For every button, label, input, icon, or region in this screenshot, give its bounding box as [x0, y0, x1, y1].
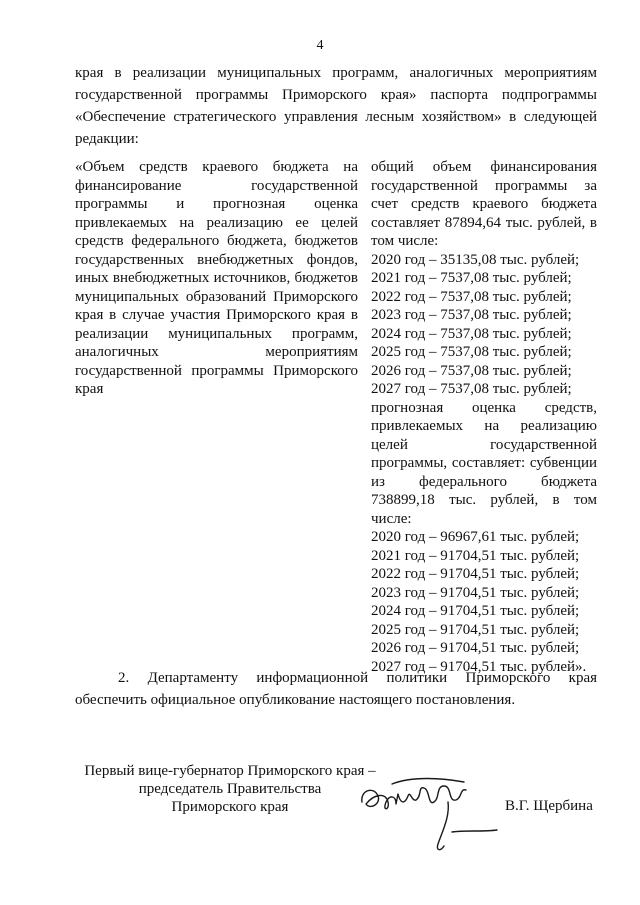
signature-block	[75, 762, 385, 816]
federal-year-line: 2022 год – 91704,51 тыс. рублей;	[371, 566, 580, 582]
federal-year-line: 2025 год – 91704,51 тыс. рублей;	[371, 621, 580, 638]
regional-year-line: 2021 год – 7537,08 тыс. рублей;	[371, 270, 572, 286]
federal-year-line: 2023 год – 91704,51 тыс. рублей;	[371, 584, 580, 601]
intro-paragraph	[75, 62, 597, 150]
regional-year-line: 2027 год – 7537,08 тыс. рублей;	[371, 381, 572, 397]
signer-title-line3: Приморского края	[171, 799, 289, 815]
signer-title-line1: Первый вице-губернатор Приморского края –	[84, 763, 376, 779]
regional-year-line: 2022 год – 7537,08 тыс. рублей;	[371, 288, 572, 305]
table-right-cell	[371, 158, 597, 676]
page-number: 4	[316, 38, 324, 53]
handwritten-signature	[352, 772, 502, 862]
federal-year-line: 2021 год – 91704,51 тыс. рублей;	[371, 547, 580, 564]
regional-funding-intro: общий объем финансирования государственной программы за счет средств краевого бюджета составляет 87894,64 тыс. рублей, в том числе:	[371, 159, 597, 249]
regional-year-line: 2025 год – 7537,08 тыс. рублей;	[371, 344, 572, 360]
federal-year-line: 2020 год – 96967,61 тыс. рублей;	[371, 529, 580, 545]
table-left-cell: «Объем средств краевого бюджета на финансирование государственной программы и прогнозная оценка привлекаемых на реализацию ее целей средств федерального бюджета, бюджетов государственных внебюджетных фондов, иных внебюджетных источников, бюджетов муниципальных образований Приморского края в случае участия Приморского края в реализации муниципальных программ, аналогичных мероприятиям государственной программы Приморского края	[75, 159, 358, 397]
regional-year-line: 2024 год – 7537,08 тыс. рублей;	[371, 325, 572, 342]
regional-year-line: 2023 год – 7537,08 тыс. рублей;	[371, 307, 572, 323]
item-2-paragraph: 2. Департаменту информационной политики Приморского края обеспечить официальное опубликование настоящего постановления.	[75, 670, 597, 708]
signer-name: В.Г. Щербина	[505, 798, 593, 814]
federal-year-line: 2024 год – 91704,51 тыс. рублей;	[371, 603, 580, 619]
federal-year-line: 2026 год – 91704,51 тыс. рублей;	[371, 640, 580, 656]
federal-year-line: 2027 год – 91704,51 тыс. рублей».	[371, 658, 587, 675]
federal-funding-intro: прогнозная оценка средств, привлекаемых на реализацию целей государственной программы, составляет: субвенции из федерального бюджета 738899,18 тыс. рублей, в том числе:	[371, 399, 597, 527]
regional-year-line: 2026 год – 7537,08 тыс. рублей;	[371, 362, 572, 379]
federal-years-list	[371, 528, 597, 676]
regional-year-line: 2020 год – 35135,08 тыс. рублей;	[371, 251, 580, 268]
intro-text: края в реализации муниципальных программ, аналогичных мероприятиям государственной программы Приморского края» паспорта подпрограммы «Обеспечение стратегического управления лесным хозяйством» в следующей редакции:	[75, 65, 597, 147]
regional-years-list	[371, 251, 597, 399]
signer-title-line2: председатель Правительства	[138, 781, 322, 797]
